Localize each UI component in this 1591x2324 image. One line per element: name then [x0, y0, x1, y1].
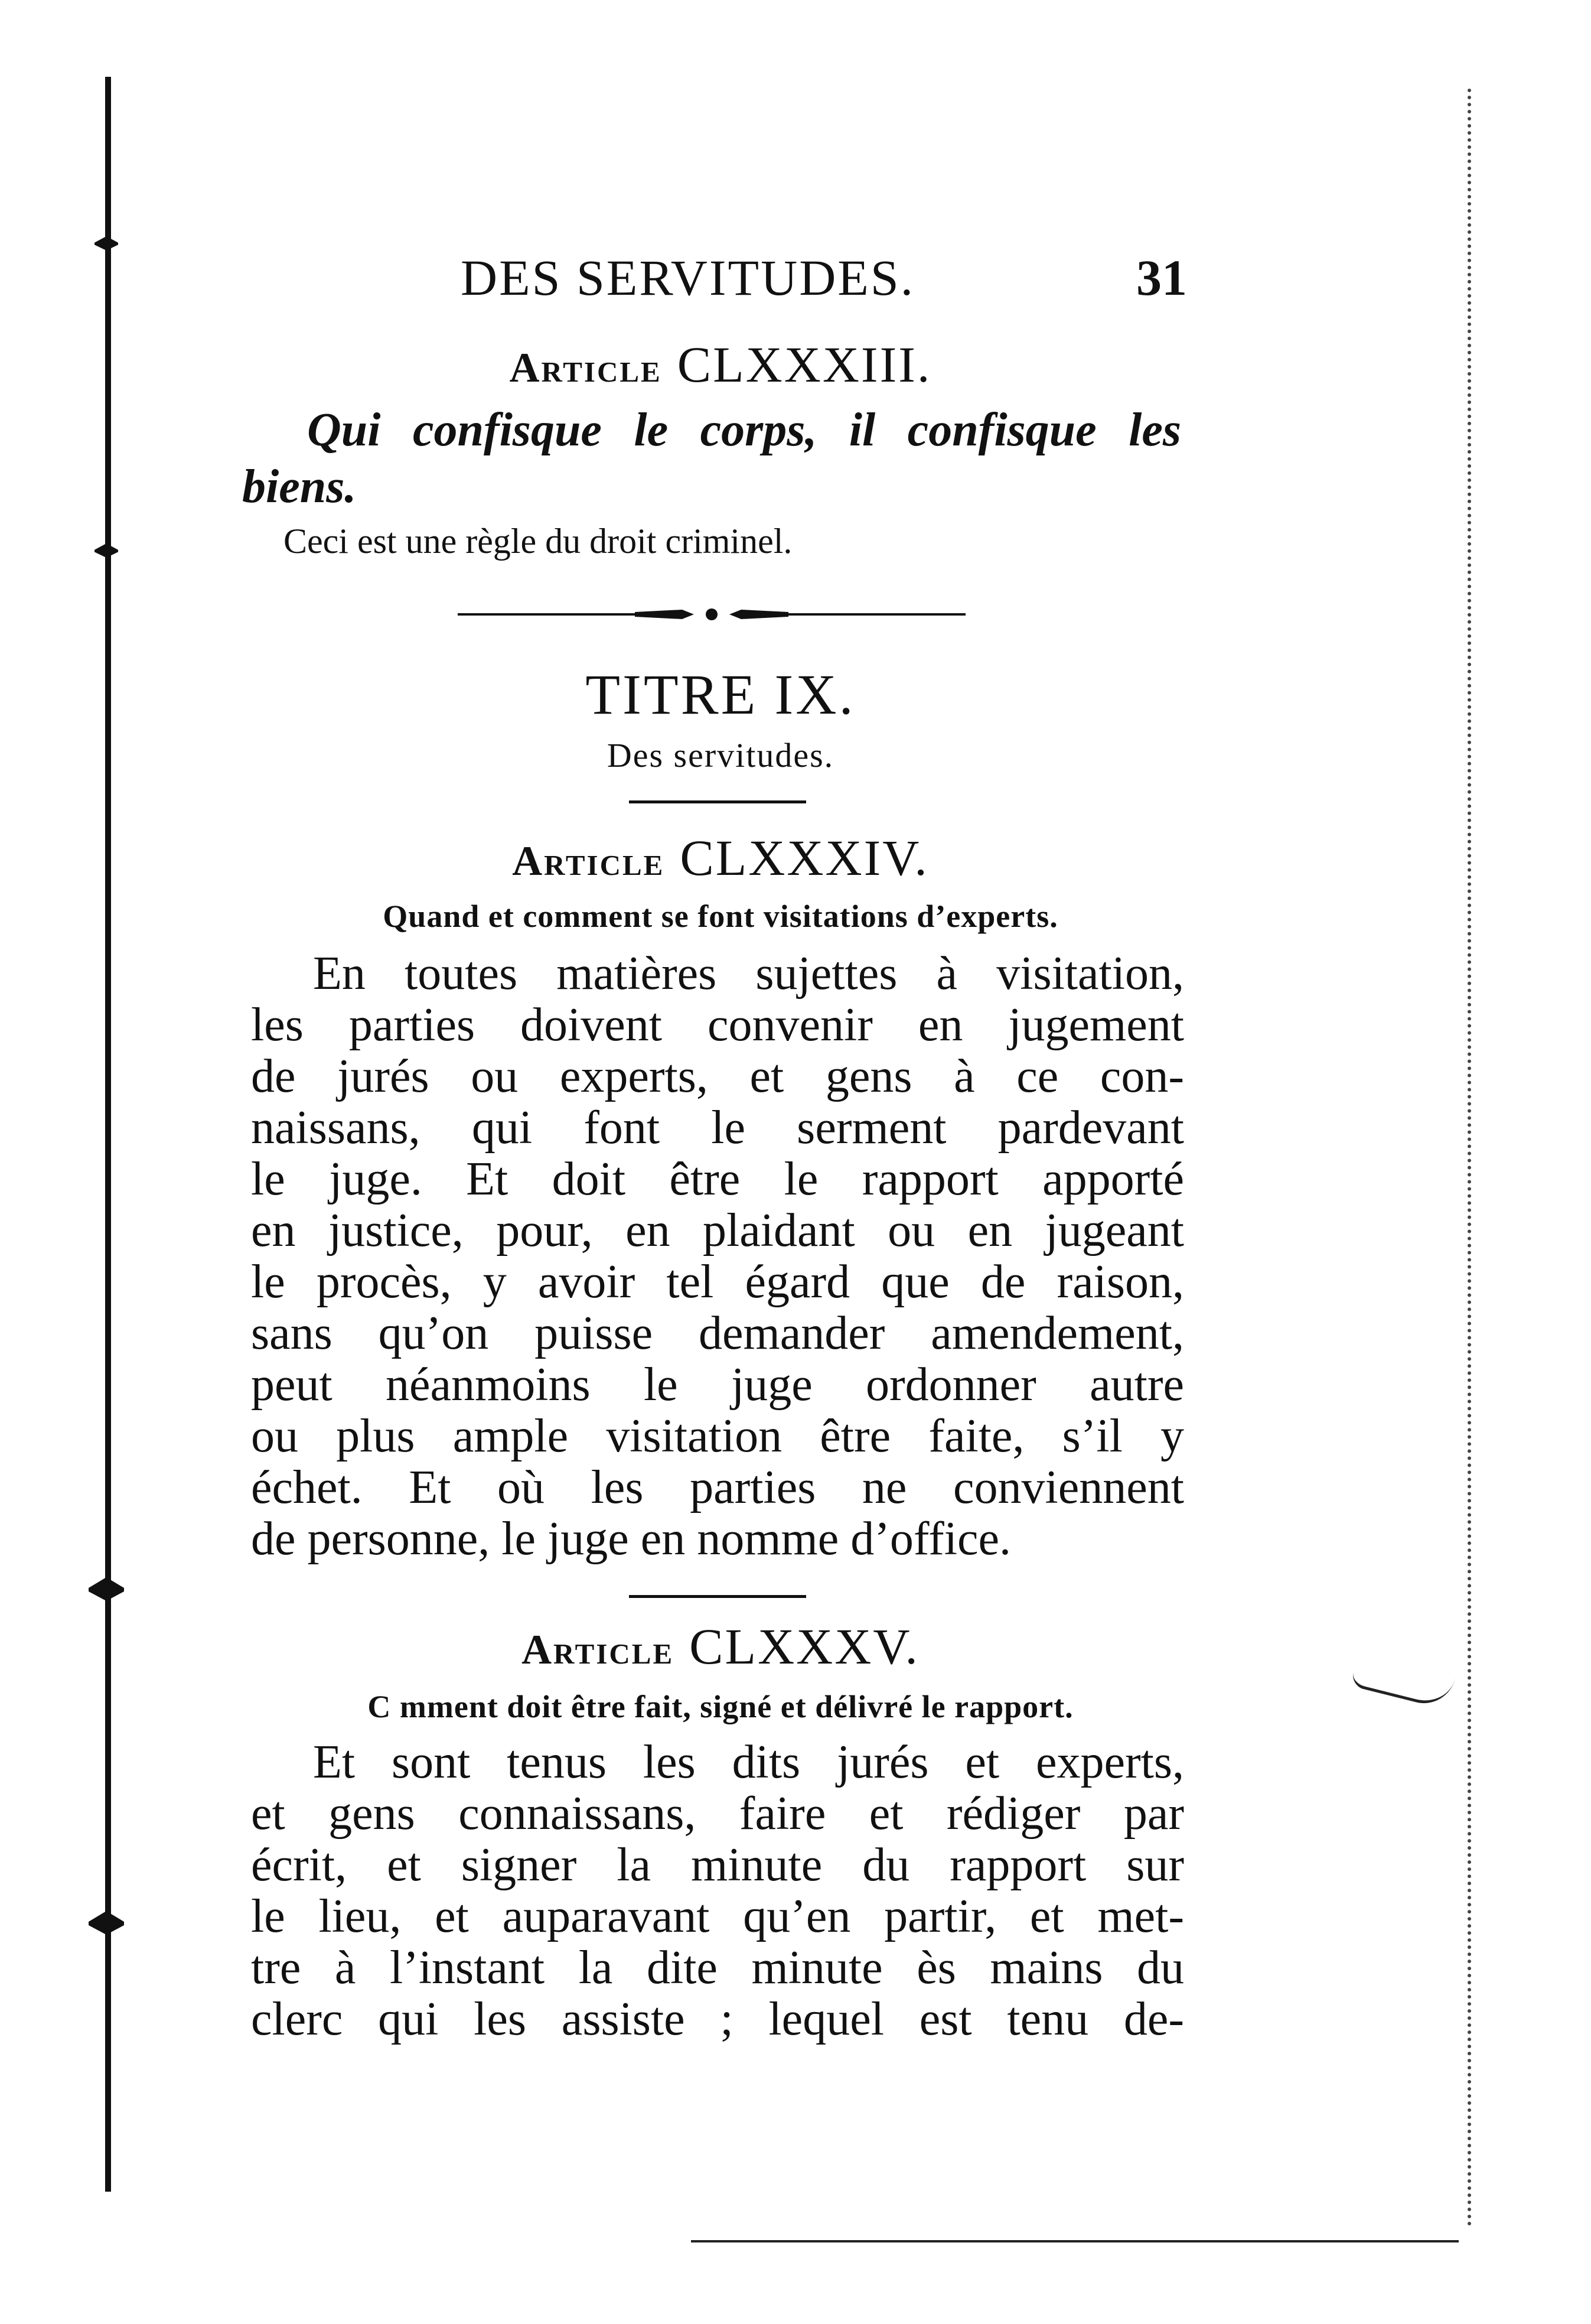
- body-line: les parties doivent convenir en jugement: [251, 999, 1184, 1051]
- article-184-body: [251, 948, 1184, 1565]
- margin-stroke: [1350, 1654, 1455, 1710]
- body-line: le lieu, et auparavant qu’en partir, et met-: [251, 1890, 1184, 1942]
- page-number: 31: [1136, 249, 1187, 306]
- article-184-summary: Quand et comment se font visitations d’experts.: [383, 899, 1058, 934]
- article-label: Article: [509, 345, 662, 391]
- page-bottom-rule: [691, 2240, 1459, 2242]
- binding-edge: [105, 77, 111, 2192]
- body-line: le procès, y avoir tel égard que de raison,: [251, 1256, 1184, 1308]
- body-line: écrit, et signer la minute du rapport sur: [251, 1839, 1184, 1891]
- article-label: Article: [521, 1627, 674, 1673]
- article-number: CLXXXIII.: [677, 336, 932, 393]
- running-head-title: DES SERVITUDES.: [461, 249, 915, 306]
- article-185-heading: [248, 1619, 1193, 1675]
- binding-mark: [89, 1577, 124, 1601]
- binding-mark: [94, 543, 118, 558]
- body-line: échet. Et où les parties ne conviennent: [251, 1462, 1184, 1513]
- article-184-heading: [248, 830, 1193, 886]
- body-line: et gens connaissans, faire et rédiger par: [251, 1788, 1184, 1840]
- article-185-body: [251, 1737, 1184, 2045]
- body-line: ou plus ample visitation être faite, s’il y: [251, 1410, 1184, 1462]
- article-number: CLXXXV.: [689, 1618, 920, 1675]
- body-line: En toutes matières sujettes à visitation,: [313, 948, 1184, 1000]
- running-head: [461, 248, 1187, 313]
- section-rule: [629, 1595, 806, 1598]
- body-line: naissans, qui font le serment pardevant: [251, 1102, 1184, 1154]
- body-line: le juge. Et doit être le rapport apporté: [251, 1153, 1184, 1205]
- body-line: peut néanmoins le juge ordonner autre: [251, 1359, 1184, 1411]
- body-line: tre à l’instant la dite minute ès mains du: [251, 1942, 1184, 1994]
- ornamental-rule: [458, 603, 966, 626]
- body-line: clerc qui les assiste ; lequel est tenu de-: [251, 1993, 1184, 2045]
- article-185-summary: C mment doit être fait, signé et délivré le rapport.: [367, 1689, 1074, 1724]
- binding-mark: [89, 1911, 124, 1935]
- titre-heading: TITRE IX.: [585, 663, 856, 726]
- page-right-edge: [1468, 89, 1471, 2227]
- body-line: de personne, le juge en nomme d’office.: [251, 1513, 1011, 1565]
- body-line: sans qu’on puisse demander amendement,: [251, 1307, 1184, 1359]
- body-line: en justice, pour, en plaidant ou en jugeant: [251, 1205, 1184, 1257]
- body-line: de jurés ou experts, et gens à ce con-: [251, 1050, 1184, 1102]
- article-183-heading: [248, 337, 1193, 393]
- article-183-note: Ceci est une règle du droit criminel.: [283, 522, 793, 561]
- body-line: Et sont tenus les dits jurés et experts,: [313, 1736, 1184, 1788]
- article-183-maxim: Qui confisque le corps, il confisque les biens.: [242, 404, 1181, 513]
- article-label: Article: [512, 838, 665, 884]
- binding-mark: [94, 236, 118, 250]
- section-rule: [629, 800, 806, 803]
- article-number: CLXXXIV.: [680, 829, 929, 886]
- titre-subtitle: Des servitudes.: [607, 736, 834, 774]
